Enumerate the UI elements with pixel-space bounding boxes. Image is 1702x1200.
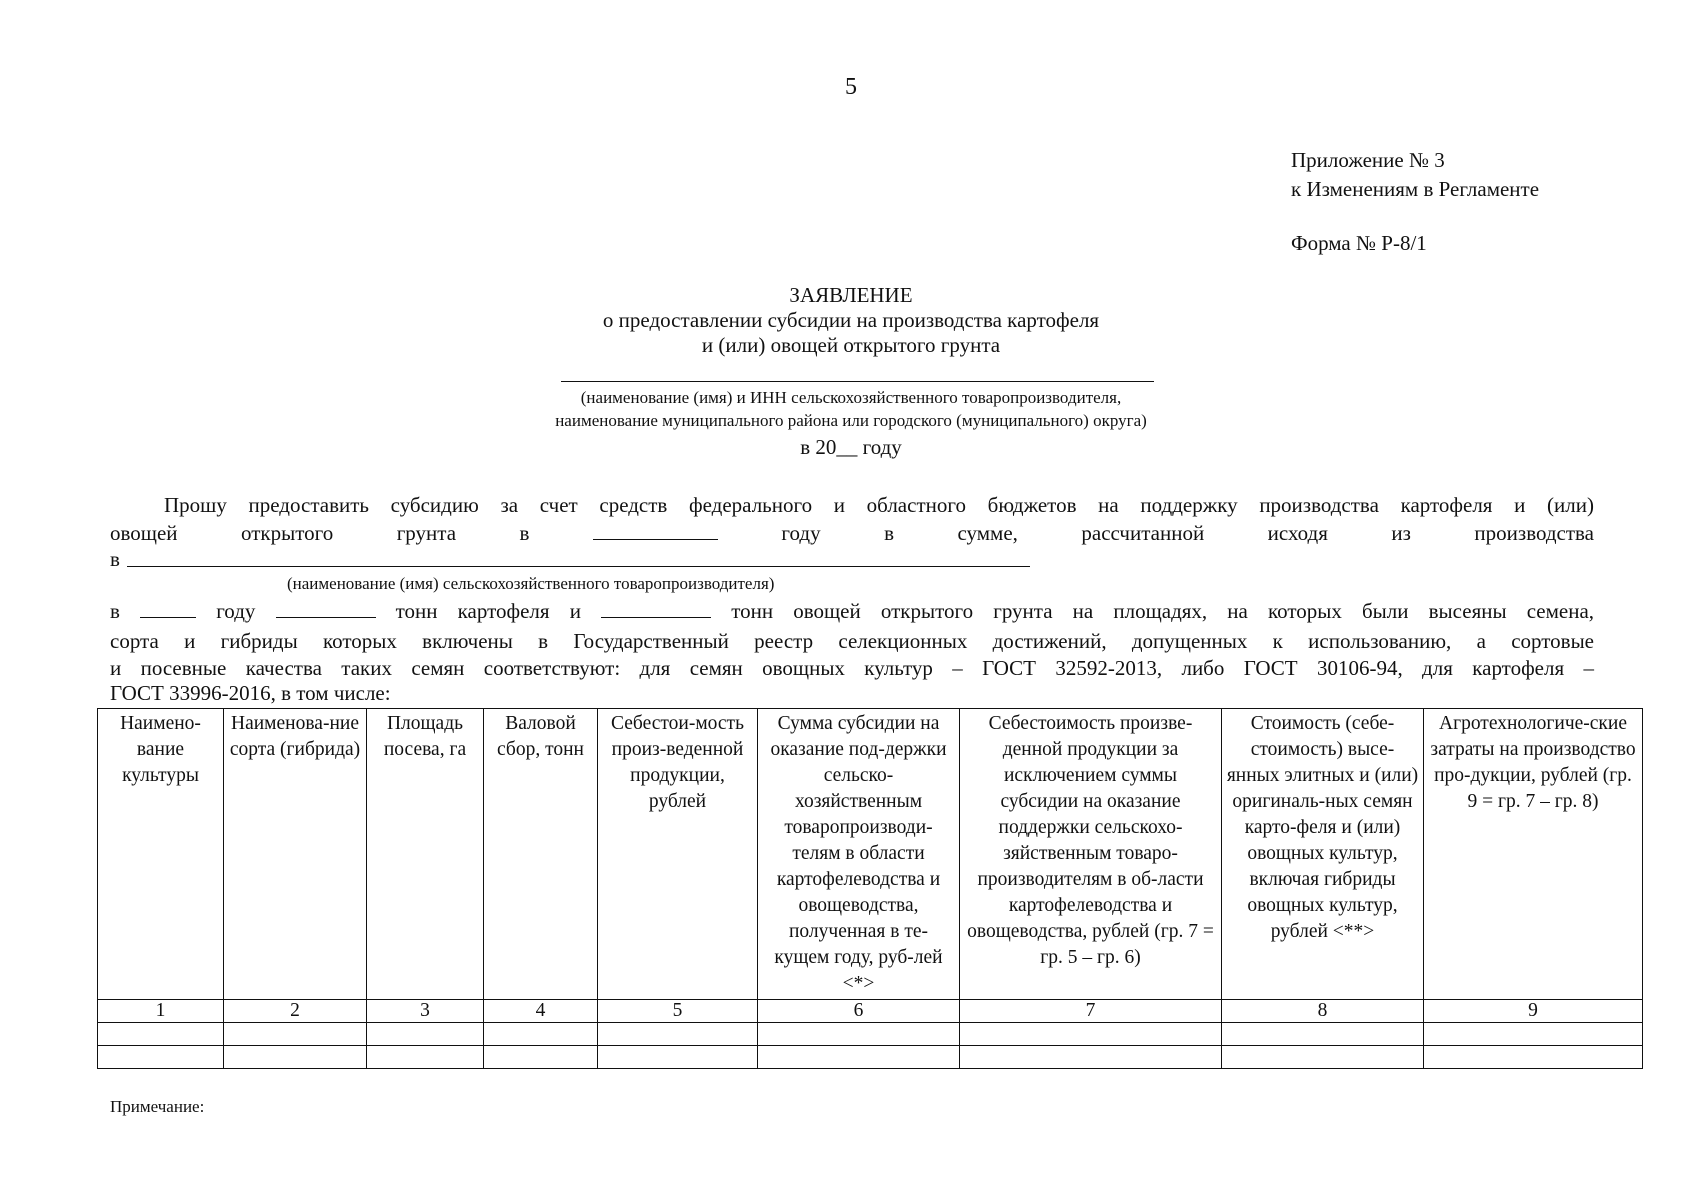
column-number: 5: [598, 1000, 758, 1023]
paragraph-1-line-1: Прошу предоставить субсидию за счет средств федерального и областного бюджетов на поддержку производства картофеля и (или): [164, 493, 1594, 517]
column-header: Площадь посева, га: [367, 709, 484, 1000]
table-cell[interactable]: [960, 1046, 1222, 1069]
title-line-2: о предоставлении субсидии на производства картофеля: [602, 308, 1100, 332]
column-number: 6: [758, 1000, 960, 1023]
word: тонн картофеля и: [395, 599, 581, 623]
table-cell[interactable]: [758, 1046, 960, 1069]
paragraph-1-line-3-start: в: [110, 547, 120, 571]
appendix-line-1: Приложение № 3: [1291, 148, 1445, 172]
appendix-reference: [1291, 146, 1539, 204]
word: исходя: [1267, 521, 1328, 545]
word: из: [1391, 521, 1411, 545]
table-cell[interactable]: [1222, 1023, 1424, 1046]
table-cell[interactable]: [367, 1046, 484, 1069]
table-cell[interactable]: [598, 1046, 758, 1069]
word: производства: [1474, 521, 1595, 545]
page-number: 5: [845, 74, 857, 100]
paragraph-2-line-1: [110, 598, 1594, 624]
column-number: 9: [1424, 1000, 1643, 1023]
title-heading: ЗАЯВЛЕНИЕ: [789, 283, 913, 307]
table-row: [98, 1046, 1643, 1069]
word: в: [884, 521, 894, 545]
column-number: 4: [484, 1000, 598, 1023]
column-header: Стоимость (себе-стоимость) высе-янных элитных и (или) оригиналь-ных семян карто-феля и (или) овощных культур, включая гибриды овощных культур, рублей <**>: [1222, 709, 1424, 1000]
column-header: Сумма субсидии на оказание под-держки сельско-хозяйственным товаропроизводи-телям в области картофелеводства и овощеводства, полученная в те-кущем году, руб-лей <*>: [758, 709, 960, 1000]
table-cell[interactable]: [1222, 1046, 1424, 1069]
column-header: Наимено-вание культуры: [98, 709, 224, 1000]
note-label: Примечание:: [110, 1097, 205, 1116]
column-number-row: [98, 1000, 1643, 1023]
word: в: [110, 599, 120, 623]
column-header: Валовой сбор, тонн: [484, 709, 598, 1000]
producer-name-blank[interactable]: [127, 566, 1030, 567]
table-cell[interactable]: [484, 1046, 598, 1069]
potato-tonnes-blank[interactable]: [276, 599, 376, 618]
producer-caption: (наименование (имя) сельскохозяйственного товаропроизводителя): [287, 574, 775, 593]
table-header-row: [98, 709, 1643, 1000]
word: грунта: [396, 521, 457, 545]
table-cell[interactable]: [98, 1023, 224, 1046]
table-cell[interactable]: [960, 1023, 1222, 1046]
year-line: в 20__ году: [800, 435, 902, 459]
applicant-caption: [0, 386, 1702, 432]
applicant-caption-line-2: наименование муниципального района или городского (муниципального) округа): [555, 411, 1147, 430]
table-cell[interactable]: [367, 1023, 484, 1046]
column-header: Себестоимость произве-денной продукции за исключением суммы субсидии на оказание поддержки сельскохо-зяйственным товаро-производителям в об-ласти картофелеводства и овощеводства, рублей (гр. 7 = гр. 5 – гр. 6): [960, 709, 1222, 1000]
vegetable-tonnes-blank[interactable]: [601, 599, 711, 618]
table-cell[interactable]: [598, 1023, 758, 1046]
word: рассчитанной: [1081, 521, 1205, 545]
paragraph-2-line-4: ГОСТ 33996-2016, в том числе:: [110, 681, 391, 705]
column-header: Себестои-мость произ-веденной продукции, рублей: [598, 709, 758, 1000]
column-number: 8: [1222, 1000, 1424, 1023]
year-blank-2[interactable]: [140, 599, 196, 618]
word: тонн овощей открытого грунта на площадях, на которых были высеяны семена,: [731, 599, 1595, 623]
table-cell[interactable]: [224, 1046, 367, 1069]
applicant-caption-line-1: (наименование (имя) и ИНН сельскохозяйственного товаропроизводителя,: [580, 388, 1122, 407]
word: году: [216, 599, 256, 623]
applicant-name-blank[interactable]: [561, 381, 1154, 382]
document-title: [0, 283, 1702, 358]
table-cell[interactable]: [758, 1023, 960, 1046]
form-number: Форма № Р-8/1: [1291, 231, 1427, 255]
subsidy-table: [97, 708, 1643, 1069]
table-cell[interactable]: [1424, 1023, 1643, 1046]
column-number: 7: [960, 1000, 1222, 1023]
word: в: [519, 521, 530, 545]
column-number: 2: [224, 1000, 367, 1023]
table-cell[interactable]: [1424, 1046, 1643, 1069]
paragraph-2-line-3: и посевные качества таких семян соответствуют: для семян овощных культур – ГОСТ 32592-2013, либо ГОСТ 30106-94, для картофеля –: [110, 656, 1594, 680]
column-header: Агротехнологиче-ские затраты на производство про-дукции, рублей (гр. 9 = гр. 7 – гр. 8): [1424, 709, 1643, 1000]
column-number: 3: [367, 1000, 484, 1023]
table-cell[interactable]: [224, 1023, 367, 1046]
column-header: Наименова-ние сорта (гибрида): [224, 709, 367, 1000]
column-number: 1: [98, 1000, 224, 1023]
title-line-3: и (или) овощей открытого грунта: [701, 333, 1001, 357]
paragraph-1-line-2: [110, 520, 1594, 546]
appendix-line-2: к Изменениям в Регламенте: [1291, 177, 1540, 201]
year-blank[interactable]: [593, 521, 718, 540]
word: открытого: [241, 521, 334, 545]
table-row: [98, 1023, 1643, 1046]
word: году: [781, 521, 821, 545]
table-cell[interactable]: [484, 1023, 598, 1046]
word: сумме,: [957, 521, 1018, 545]
word: овощей: [110, 521, 178, 545]
table-cell[interactable]: [98, 1046, 224, 1069]
paragraph-2-line-2: сорта и гибриды которых включены в Государственный реестр селекционных достижений, допущенных к использованию, а сортовые: [110, 629, 1594, 653]
